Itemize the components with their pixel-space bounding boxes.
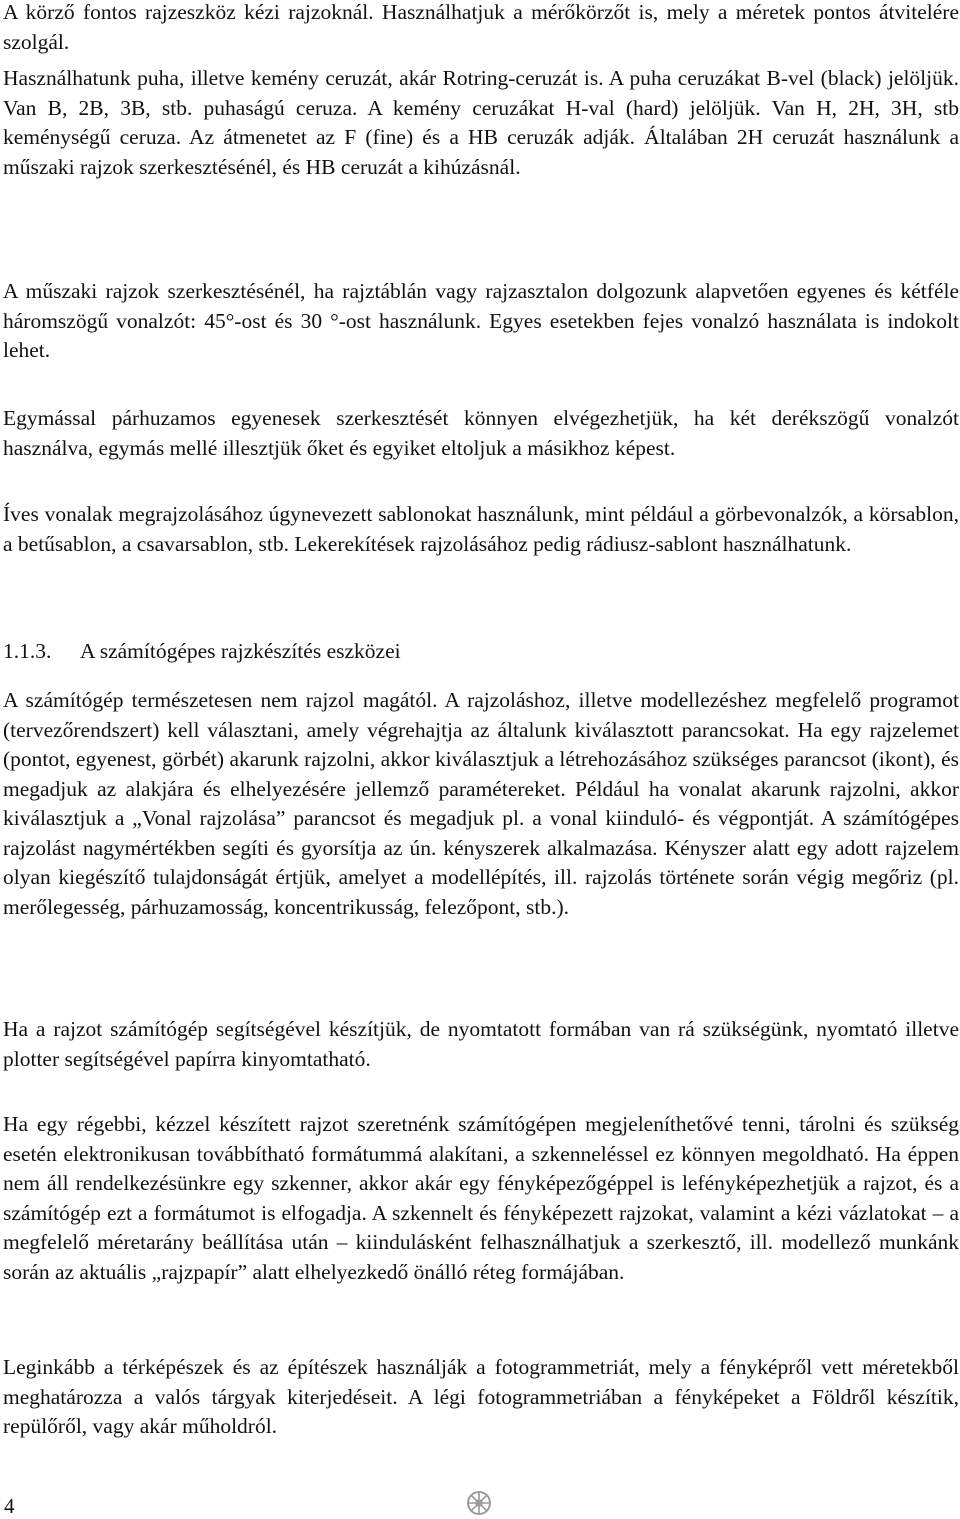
wheel-ornament-icon	[466, 1490, 492, 1516]
section-title: A számítógépes rajzkészítés eszközei	[80, 639, 401, 663]
section-heading	[3, 637, 959, 667]
paragraph-rulers: A műszaki rajzok szerkesztésénél, ha rajztáblán vagy rajzasztalon dolgozunk alapvetően egyenes és kétféle háromszögű vonalzót: 45°-ost és 30 °-ost használunk. Egyes esetekben fejes vonalzó használata is indokolt lehet.	[3, 279, 959, 362]
page-number: 4	[4, 1494, 15, 1518]
paragraph-pencils: Használhatunk puha, illetve kemény ceruzát, akár Rotring-ceruzát is. A puha ceruzákat B-vel (black) jelöljük. Van B, 2B, 3B, stb. puhaságú ceruza. A kemény ceruzákat H-val (hard) jelöljük. Van H, 2H, 3H, stb keménységű ceruza. Az átmenetet az F (fine) és a HB ceruzák adják. Általában 2H ceruzát használunk a műszaki rajzok szerkesztésénél, és HB ceruzát a kihúzásnál.	[3, 66, 959, 179]
paragraph-photogrammetry: Leginkább a térképészek és az építészek használják a fotogrammetriát, mely a fényképről vett méretekből meghatározza a valós tárgyak kiterjedéseit. A légi fotogrammetriában a fényképeket a Földről készítik, repülőről, vagy akár műholdról.	[3, 1355, 959, 1438]
paragraph-computer-drawing: A számítógép természetesen nem rajzol magától. A rajzoláshoz, illetve modellezéshez megfelelő programot (tervezőrendszert) kell választani, amely végrehajtja az általunk kiválasztott parancsokat. Ha egy rajzelemet (pontot, egyenest, görbét) akarunk rajzolni, akkor kiválasztjuk a létrehozásához szükséges parancsot (ikont), és megadjuk az alakjára és elhelyezésére jellemző paramétereket. Például ha vonalat akarunk rajzolni, akkor kiválasztjuk a „Vonal rajzolása” parancsot és megadjuk pl. a vonal kiinduló- és végpontját. A számítógépes rajzolást nagymértékben segíti és gyorsítja az ún. kényszerek alkalmazása. Kényszer alatt egy adott rajzelem olyan kiegészítő tulajdonságát értjük, amelyet a modellépítés, ill. rajzolás története során végig megőriz (pl. merőlegesség, párhuzamosság, koncentrikusság, felezőpont, stb.).	[3, 688, 959, 919]
paragraph-printing: Ha a rajzot számítógép segítségével készítjük, de nyomtatott formában van rá szükségünk, nyomtató illetve plotter segítségével papírra kinyomtatható.	[3, 1017, 959, 1071]
section-number: 1.1.3.	[3, 639, 52, 663]
paragraph-scanning: Ha egy régebbi, kézzel készített rajzot szeretnénk számítógépen megjeleníthetővé tenni, tárolni és szükség esetén elektronikusan továbbítható formátummá alakítani, a szkenneléssel ez könnyen megoldható. Ha éppen nem áll rendelkezésünkre egy szkenner, akkor akár egy fényképezőgéppel is lefényképezhetjük a rajzot, és a számítógép ezt a formátumot is elfogadja. A szkennelt és fényképezett rajzokat, valamint a kézi vázlatokat – a megfelelő méretarány beállítása után – kiindulásként felhasználhatjuk a szerkesztő, ill. modellező munkánk során az aktuális „rajzpapír” alatt elhelyezkedő önálló réteg formájában.	[3, 1112, 959, 1284]
paragraph-curves: Íves vonalak megrajzolásához úgynevezett sablonokat használunk, mint például a görbevonalzók, a körsablon, a betűsablon, a csavarsablon, stb. Lekerekítések rajzolásához pedig rádiusz-sablont használhatunk.	[3, 502, 959, 556]
paragraph-compass: A körző fontos rajzeszköz kézi rajzoknál. Használhatjuk a mérőkörzőt is, mely a méretek pontos átvitelére szolgál.	[3, 0, 959, 54]
paragraph-parallel-lines: Egymással párhuzamos egyenesek szerkesztését könnyen elvégezhetjük, ha két derékszögű vonalzót használva, egymás mellé illesztjük őket és egyiket eltoljuk a másikhoz képest.	[3, 406, 959, 460]
